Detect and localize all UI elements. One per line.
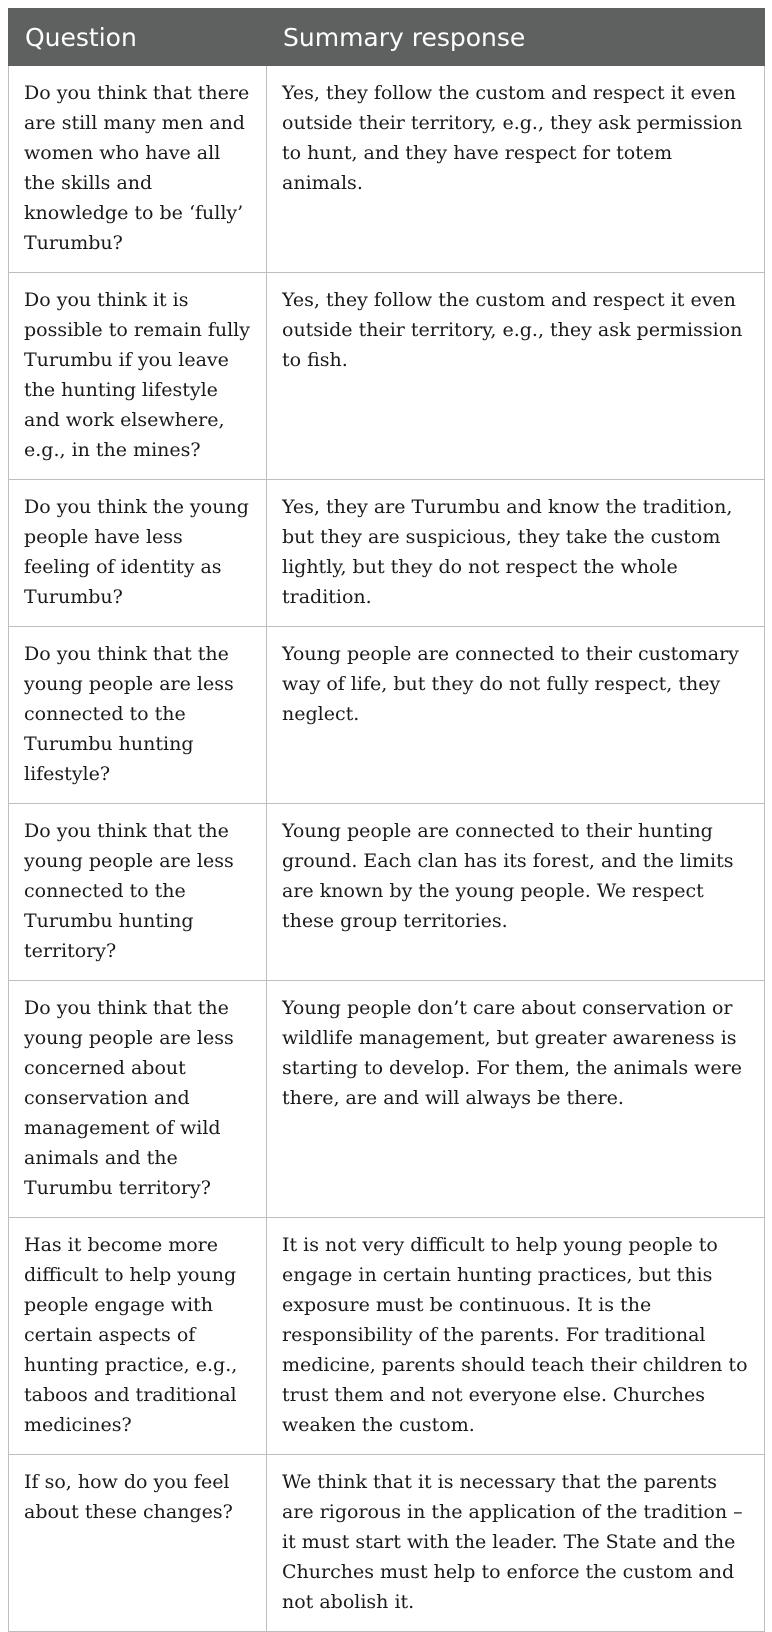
response-cell: Yes, they follow the custom and respect it even outside their territory, e.g., they ask permission to hunt, and they have respect for totem animals. xyxy=(267,66,765,273)
question-cell: If so, how do you feel about these changes? xyxy=(9,1455,267,1632)
question-cell: Do you think that the young people are less concerned about conservation and management of wild animals and the Turumbu territory? xyxy=(9,981,267,1218)
table-row xyxy=(9,66,765,273)
table-body xyxy=(9,66,765,1632)
question-cell: Do you think it is possible to remain fully Turumbu if you leave the hunting lifestyle and work elsewhere, e.g., in the mines? xyxy=(9,273,267,480)
response-cell: It is not very difficult to help young people to engage in certain hunting practices, but this exposure must be continuous. It is the responsibility of the parents. For traditional medicine, parents should teach their children to trust them and not everyone else. Churches weaken the custom. xyxy=(267,1218,765,1455)
table-row xyxy=(9,1455,765,1632)
header-row xyxy=(9,9,765,66)
column-header-question: Question xyxy=(9,9,267,66)
response-cell: Young people are connected to their hunting ground. Each clan has its forest, and the limits are known by the young people. We respect these group territories. xyxy=(267,804,765,981)
response-cell: Yes, they are Turumbu and know the tradition, but they are suspicious, they take the custom lightly, but they do not respect the whole tradition. xyxy=(267,480,765,627)
table-row xyxy=(9,1218,765,1455)
response-cell: Young people are connected to their customary way of life, but they do not fully respect, they neglect. xyxy=(267,627,765,804)
table-header xyxy=(9,9,765,66)
response-cell: We think that it is necessary that the parents are rigorous in the application of the tradition – it must start with the leader. The State and the Churches must help to enforce the custom and not abolish it. xyxy=(267,1455,765,1632)
question-cell: Do you think that the young people are less connected to the Turumbu hunting territory? xyxy=(9,804,267,981)
table-row xyxy=(9,273,765,480)
survey-table-container xyxy=(8,8,764,1632)
table-row xyxy=(9,804,765,981)
response-cell: Young people don’t care about conservation or wildlife management, but greater awareness is starting to develop. For them, the animals were there, are and will always be there. xyxy=(267,981,765,1218)
table-row xyxy=(9,480,765,627)
column-header-summary-response: Summary response xyxy=(267,9,765,66)
survey-response-table xyxy=(8,8,765,1632)
response-cell: Yes, they follow the custom and respect it even outside their territory, e.g., they ask permission to fish. xyxy=(267,273,765,480)
question-cell: Do you think that the young people are less connected to the Turumbu hunting lifestyle? xyxy=(9,627,267,804)
question-cell: Has it become more difficult to help young people engage with certain aspects of hunting practice, e.g., taboos and traditional medicines? xyxy=(9,1218,267,1455)
question-cell: Do you think the young people have less feeling of identity as Turumbu? xyxy=(9,480,267,627)
table-row xyxy=(9,981,765,1218)
question-cell: Do you think that there are still many men and women who have all the skills and knowledge to be ‘fully’ Turumbu? xyxy=(9,66,267,273)
table-row xyxy=(9,627,765,804)
